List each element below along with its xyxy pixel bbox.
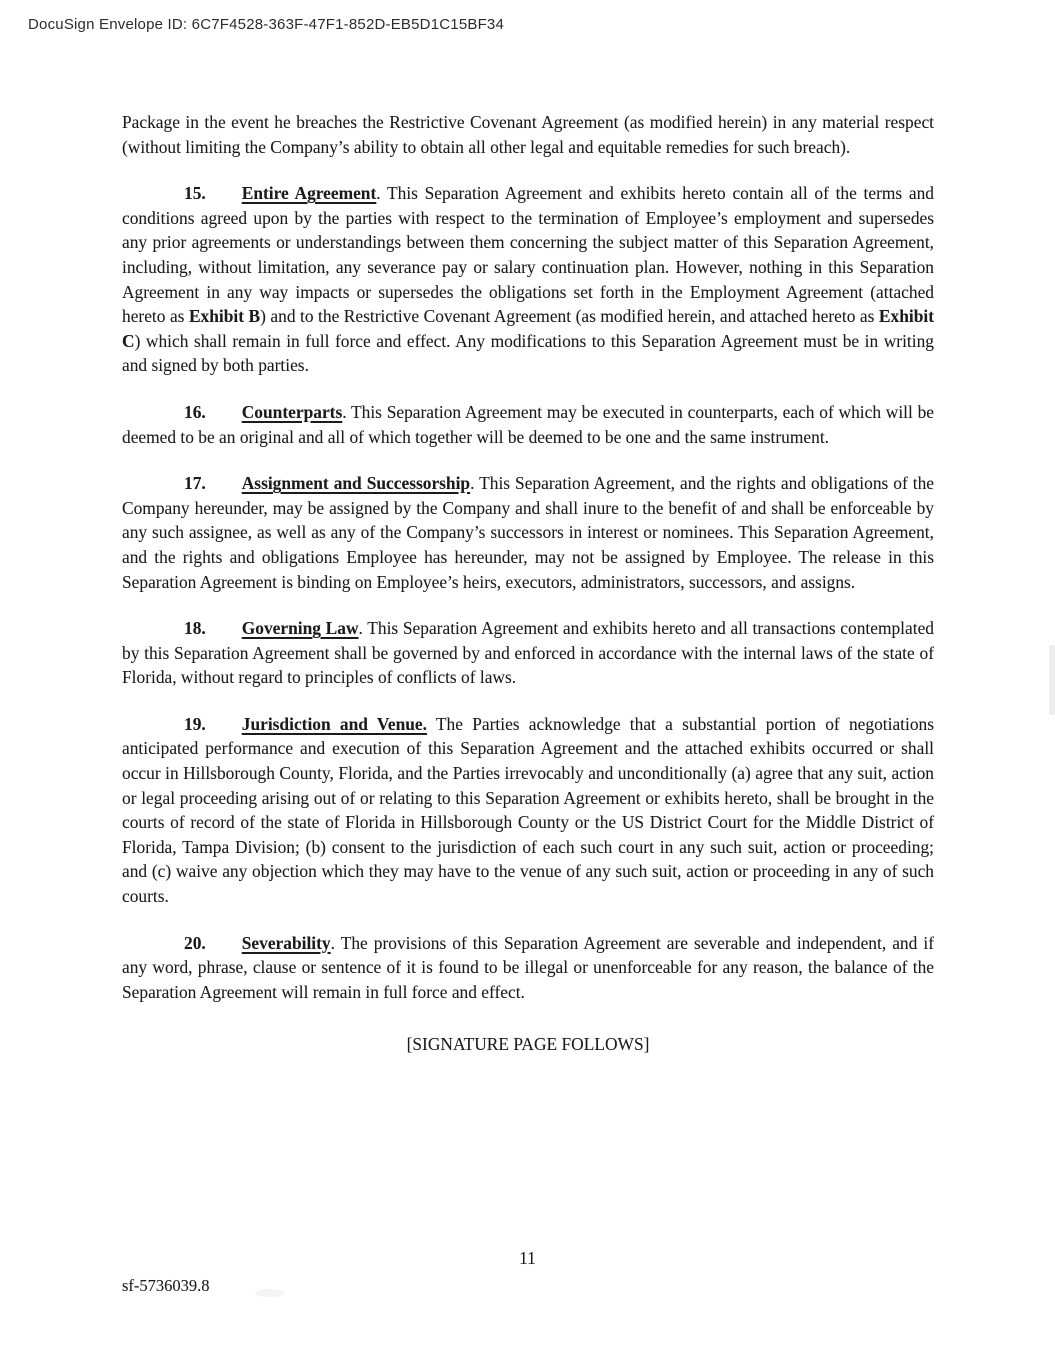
section-number: 16.: [184, 401, 206, 422]
sections-container: [122, 181, 934, 1004]
section-number: 15.: [184, 183, 206, 204]
section-15-paragraph: [122, 181, 934, 378]
section-19-paragraph: [122, 712, 934, 909]
section-number: 20.: [184, 932, 206, 953]
page-number: 11: [519, 1248, 536, 1268]
section-body-text: The Parties acknowledge that a substantial portion of negotiations anticipated performance and execution of this Separation Agreement and the attached exhibits occurred or shall occur in Hillsborough County, Florida, and the Parties irrevocably and unconditionally (a) agree that any suit, action or legal proceeding arising out of or relating to this Separation Agreement or exhibits hereto, shall be brought in the courts of record of the state of Florida in Hillsborough County or the US District Court for the Middle District of Florida, Tampa Division; (b) consent to the jurisdiction of each such court in any such suit, action or proceeding; and (c) waive any objection which they may have to the venue of any such suit, action or proceeding in any of such courts.: [122, 713, 934, 907]
section-number: 18.: [184, 618, 206, 639]
section-number: 17.: [184, 473, 206, 494]
section-heading: Assignment and Successorship: [241, 473, 471, 494]
document-body: [122, 110, 934, 1057]
section-body-text: . This Separation Agreement, and the rights and obligations of the Company hereunder, may be assigned by the Company and shall inure to the benefit of and shall be enforceable by any such assignee, as well as any of the Company’s successors in interest or nominees. This Separation Agreement, and the rights and obligations Employee has hereunder, may not be assigned by Employee. The release in this Separation Agreement is binding on Employee’s heirs, executors, administrators, successors, and assigns.: [122, 473, 934, 592]
section-body-text: . The provisions of this Separation Agreement are severable and independent, and if any word, phrase, clause or sentence of it is found to be illegal or unenforceable for any reason, the balance of the Separation Agreement will remain in full force and effect.: [122, 932, 934, 1002]
section-body-text: . This Separation Agreement and exhibits hereto and all transactions contemplated by this Separation Agreement shall be governed by and enforced in accordance with the internal laws of the state of Florida, without regard to principles of conflicts of laws.: [122, 618, 934, 688]
scan-artifact-smudge: [255, 1289, 285, 1297]
section-heading: Jurisdiction and Venue.: [241, 713, 427, 734]
section-heading: Severability: [241, 932, 331, 953]
section-heading: Counterparts: [241, 401, 343, 422]
continuation-paragraph: Package in the event he breaches the Restrictive Covenant Agreement (as modified herein) in any material respect (without limiting the Company’s ability to obtain all other legal and equitable remedies for such breach).: [122, 112, 934, 157]
section-body-text: ) which shall remain in full force and effect. Any modifications to this Separation Agreement must be in writing and signed by both parties.: [122, 330, 934, 376]
section-16-paragraph: [122, 400, 934, 449]
document-reference-number: sf-5736039.8: [122, 1276, 210, 1295]
scan-artifact-edge: [1049, 645, 1055, 715]
section-body-text: . This Separation Agreement may be executed in counterparts, each of which will be deemed to be an original and all of which together will be deemed to be one and the same instrument.: [122, 401, 934, 447]
section-17-paragraph: [122, 471, 934, 594]
section-number: 19.: [184, 713, 206, 734]
section-body-text: . This Separation Agreement and exhibits hereto contain all of the terms and conditions agreed upon by the parties with respect to the termination of Employee’s employment and supersedes any prior agreements or understandings between them concerning the subject matter of this Separation Agreement, including, without limitation, any severance pay or salary continuation plan. However, nothing in this Separation Agreement in any way impacts or supersedes the obligations set forth in the Employment Agreement (attached hereto as: [122, 183, 934, 327]
signature-page-note: [SIGNATURE PAGE FOLLOWS]: [406, 1034, 650, 1055]
section-heading: Governing Law: [241, 618, 359, 639]
section-heading: Entire Agreement: [241, 183, 377, 204]
exhibit-reference: Exhibit C: [122, 306, 934, 351]
exhibit-reference: Exhibit B: [188, 306, 261, 327]
docusign-envelope-id: DocuSign Envelope ID: 6C7F4528-363F-47F1-852D-EB5D1C15BF34: [28, 16, 505, 33]
section-20-paragraph: [122, 931, 934, 1005]
section-18-paragraph: [122, 616, 934, 690]
section-body-text: ) and to the Restrictive Covenant Agreement (as modified herein, and attached hereto as: [260, 306, 879, 327]
